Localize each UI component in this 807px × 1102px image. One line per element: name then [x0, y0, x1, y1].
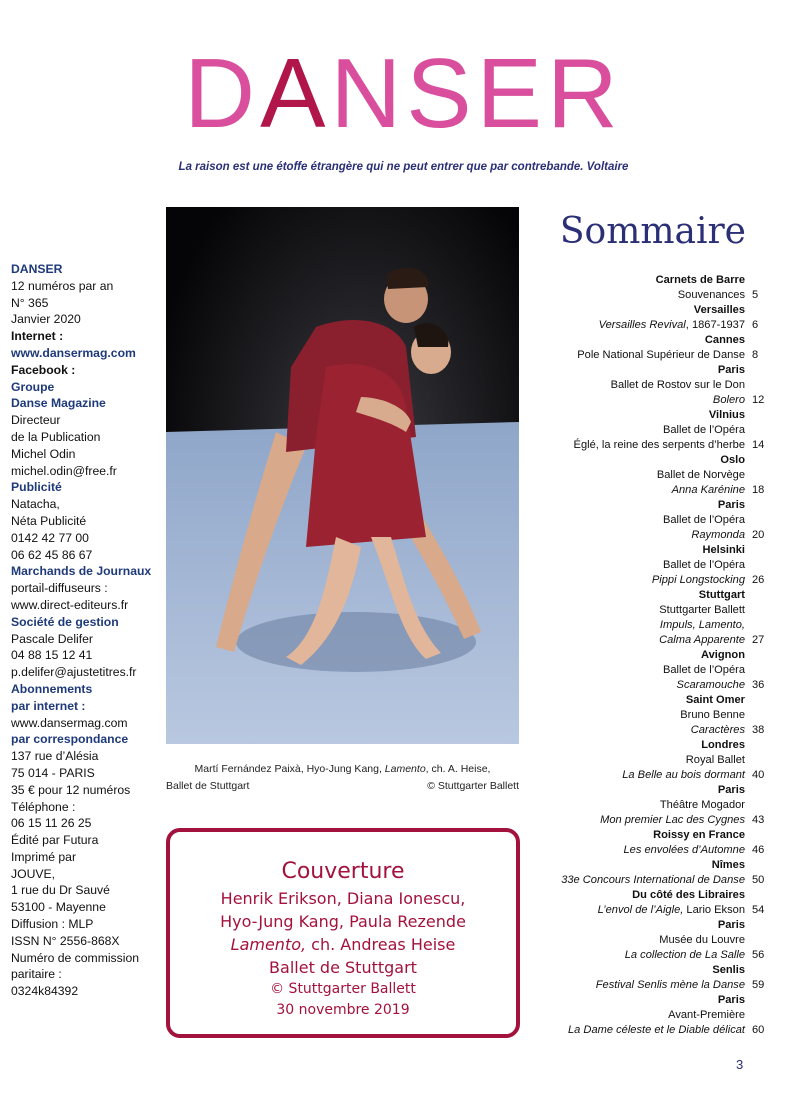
toc-page-number: 26 — [752, 574, 765, 586]
toc-place: Senlis — [712, 964, 745, 976]
toc-page-number: 6 — [752, 319, 759, 331]
info-line: Imprimé par — [11, 849, 77, 864]
toc-place: Oslo — [720, 454, 745, 466]
toc-page-number: 54 — [752, 904, 765, 916]
toc-page-number: 18 — [752, 484, 765, 496]
toc-entry[interactable]: Ballet de Norvège — [656, 469, 745, 481]
toc-entry[interactable]: Caractères 38 — [520, 723, 770, 738]
toc-entry[interactable]: L’envol de l’Aigle, Lario Ekson 54 — [520, 903, 770, 918]
toc-entry[interactable]: Ballet de l’Opéra — [662, 664, 745, 676]
masthead-info-column — [11, 261, 161, 1000]
info-line: Janvier 2020 — [11, 312, 81, 327]
toc-page-number: 8 — [752, 349, 759, 361]
toc-entry[interactable]: La Belle au bois dormant 40 — [520, 768, 770, 783]
motto-quote: La raison est une étoffe étrangère qui ne peut entrer que par contrebande. Voltaire — [178, 161, 629, 173]
info-line: Néta Publicité — [11, 513, 87, 528]
toc-entry[interactable]: Versailles Revival, 1867-1937 6 — [520, 318, 770, 333]
info-line: 06 15 11 26 25 — [11, 816, 92, 831]
info-line: Groupe — [11, 379, 55, 394]
info-line: 0324k84392 — [11, 984, 79, 999]
toc-entry[interactable]: Scaramouche 36 — [520, 678, 770, 693]
info-line: Société de gestion — [11, 614, 119, 629]
info-line: 0142 42 77 00 — [11, 530, 89, 545]
toc-place: Roissy en France — [653, 829, 745, 841]
info-line: 35 € pour 12 numéros — [11, 782, 131, 797]
info-line: de la Publication — [11, 429, 101, 444]
toc-entry[interactable]: Calma Apparente 27 — [520, 633, 770, 648]
info-line: 137 rue d’Alésia — [11, 749, 99, 764]
info-line: www.direct-editeurs.fr — [11, 597, 129, 612]
info-line: Pascale Delifer — [11, 631, 93, 646]
toc-place: Paris — [717, 784, 745, 796]
info-line: Publicité — [11, 480, 62, 495]
info-line: 53100 - Mayenne — [11, 900, 106, 915]
toc-title: Sommaire — [559, 211, 746, 252]
toc-entry[interactable]: Les envolées d’Automne 46 — [520, 843, 770, 858]
toc-page-number: 56 — [752, 949, 765, 961]
info-line: 04 88 15 12 41 — [11, 648, 93, 663]
cover-line: Henrik Erikson, Diana Ionescu, — [220, 889, 466, 908]
info-line: 12 numéros par an — [11, 278, 114, 293]
toc-entry[interactable]: Pole National Supérieur de Danse 8 — [520, 348, 770, 363]
toc-page-number: 12 — [752, 394, 765, 406]
toc-entry[interactable]: Souvenances 5 — [520, 288, 770, 303]
toc-place: Saint Omer — [685, 694, 745, 706]
table-of-contents — [520, 273, 770, 1038]
cover-title: Couverture — [281, 859, 405, 884]
toc-entry[interactable]: Théâtre Mogador — [659, 799, 745, 811]
toc-page-number: 36 — [752, 679, 765, 691]
info-line: Internet : — [11, 329, 64, 344]
info-line: Numéro de commission — [11, 950, 140, 965]
toc-entry[interactable]: Ballet de l’Opéra — [662, 424, 745, 436]
toc-place: Carnets de Barre — [655, 274, 745, 286]
info-line: Abonnements — [11, 681, 93, 696]
toc-page-number: 60 — [752, 1024, 765, 1036]
toc-entry[interactable]: Bruno Benne — [680, 709, 745, 721]
info-line: Diffusion : MLP — [11, 917, 94, 932]
cover-line: Hyo-Jung Kang, Paula Rezende — [220, 912, 466, 931]
cover-line: 30 novembre 2019 — [276, 1002, 410, 1018]
toc-entry[interactable]: Mon premier Lac des Cygnes 43 — [520, 813, 770, 828]
info-line: Téléphone : — [11, 799, 76, 814]
toc-page-number: 27 — [752, 634, 765, 646]
info-line: Facebook : — [11, 362, 76, 377]
toc-entry[interactable]: Impuls, Lamento, — [659, 619, 745, 631]
cover-credits-box — [166, 828, 520, 1038]
toc-place: Cannes — [704, 334, 745, 346]
toc-place: Paris — [717, 499, 745, 511]
toc-page-number: 40 — [752, 769, 765, 781]
toc-place: Nîmes — [711, 859, 745, 871]
info-line: Marchands de Journaux — [11, 564, 152, 579]
toc-page-number: 59 — [752, 979, 765, 991]
toc-entry[interactable]: Festival Senlis mène la Danse 59 — [520, 978, 770, 993]
toc-entry[interactable]: Anna Karénine 18 — [520, 483, 770, 498]
toc-page-number: 14 — [752, 439, 765, 451]
page-number: 3 — [736, 1057, 744, 1072]
info-line: par correspondance — [11, 732, 129, 747]
cover-line: © Stuttgarter Ballett — [270, 981, 416, 997]
toc-page-number: 43 — [752, 814, 765, 826]
magazine-title: DANSER — [184, 38, 623, 148]
toc-place: Stuttgart — [698, 589, 745, 601]
toc-page-number: 5 — [752, 289, 759, 301]
info-line: N° 365 — [11, 295, 49, 310]
cover-photo — [166, 207, 519, 744]
info-line: par internet : — [11, 698, 86, 713]
toc-entry[interactable]: Raymonda 20 — [520, 528, 770, 543]
toc-entry[interactable]: Royal Ballet — [685, 754, 745, 766]
toc-page-number: 50 — [752, 874, 765, 886]
info-line: 06 62 45 86 67 — [11, 547, 93, 562]
info-line: Édité par Futura — [11, 833, 99, 848]
info-line: Danse Magazine — [11, 396, 106, 411]
toc-entry[interactable]: 33e Concours International de Danse 50 — [520, 873, 770, 888]
toc-place: Paris — [717, 364, 745, 376]
info-line: JOUVE, — [11, 866, 56, 881]
info-line: www.dansermag.com — [11, 345, 136, 360]
toc-place: Du côté des Libraires — [632, 889, 745, 901]
toc-entry[interactable]: Pippi Longstocking 26 — [520, 573, 770, 588]
cover-line: Lamento, ch. Andreas Heise — [230, 935, 456, 954]
toc-entry[interactable]: Avant-Première — [668, 1009, 745, 1021]
info-line: Michel Odin — [11, 446, 76, 461]
toc-entry[interactable]: Ballet de l’Opéra — [662, 559, 745, 571]
caption-line-1: Martí Fernández Paixà, Hyo-Jung Kang, Lamento, ch. A. Heise, — [194, 763, 491, 775]
toc-entry[interactable]: La Dame céleste et le Diable délicat 60 — [520, 1023, 770, 1038]
cover-line: Ballet de Stuttgart — [269, 958, 417, 977]
info-line: paritaire : — [11, 967, 62, 982]
toc-entry[interactable]: La collection de La Salle 56 — [520, 948, 770, 963]
toc-entry[interactable]: Églé, la reine des serpents d’herbe 14 — [520, 438, 770, 453]
toc-place: Vilnius — [708, 409, 745, 421]
dancers-photo — [166, 207, 519, 744]
toc-entry[interactable]: Ballet de l’Opéra — [662, 514, 745, 526]
toc-place: Londres — [701, 739, 745, 751]
toc-place: Paris — [717, 919, 745, 931]
caption-line-2: Ballet de Stuttgart © Stuttgarter Ballett — [166, 780, 519, 792]
info-line: michel.odin@free.fr — [11, 463, 117, 478]
info-line: ISSN N° 2556-868X — [11, 933, 120, 948]
toc-entry[interactable]: Bolero 12 — [520, 393, 770, 408]
toc-place: Helsinki — [702, 544, 745, 556]
info-line: portail-diffuseurs : — [11, 581, 108, 596]
toc-page-number: 46 — [752, 844, 765, 856]
toc-page-number: 38 — [752, 724, 765, 736]
toc-place: Versailles — [693, 304, 745, 316]
info-line: DANSER — [11, 262, 63, 276]
info-line: www.dansermag.com — [11, 715, 128, 730]
toc-place: Avignon — [701, 649, 745, 661]
toc-entry[interactable]: Stuttgarter Ballett — [659, 604, 745, 616]
info-line: Natacha, — [11, 497, 60, 512]
toc-entry[interactable]: Musée du Louvre — [659, 934, 745, 946]
info-line: 75 014 - PARIS — [11, 765, 95, 780]
photo-caption — [166, 761, 519, 795]
toc-place: Paris — [717, 994, 745, 1006]
info-line: p.delifer@ajustetitres.fr — [11, 665, 137, 680]
info-line: Directeur — [11, 413, 61, 428]
toc-entry[interactable]: Ballet de Rostov sur le Don — [610, 379, 745, 391]
toc-page-number: 20 — [752, 529, 765, 541]
info-line: 1 rue du Dr Sauvé — [11, 883, 110, 898]
